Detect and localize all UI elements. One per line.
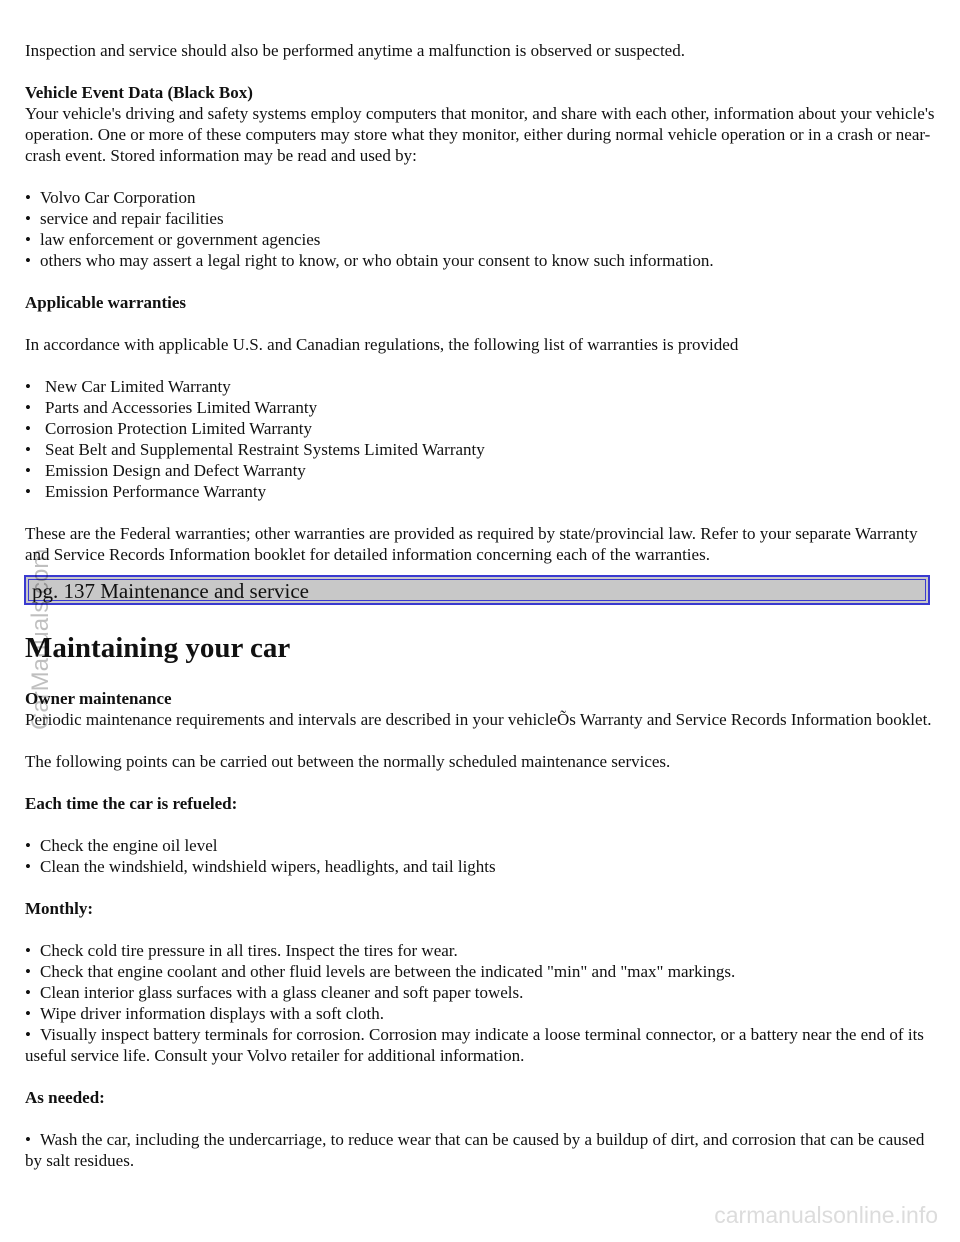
black-box-paragraph: Your vehicle's driving and safety systems employ computers that monitor, and share with each other, information about your vehicle's operation. One or more of these computers may store what they monitor, either during normal vehicle operation or in a crash or near-crash event. Stored information may be read and used by: <box>25 104 935 165</box>
list-item: • Corrosion Protection Limited Warranty <box>25 418 940 439</box>
document-section-bottom <box>25 688 940 1171</box>
warranties-footer: These are the Federal warranties; other warranties are provided as required by state/provincial law. Refer to your separate Warranty and Service Records Information booklet for detailed information concerning each of the warranties. <box>25 524 918 564</box>
warranties-paragraph: In accordance with applicable U.S. and Canadian regulations, the following list of warranties is provided <box>25 335 739 354</box>
warranties-list <box>25 376 940 502</box>
list-item: • law enforcement or government agencies <box>25 229 940 250</box>
as-needed-list <box>25 1129 940 1171</box>
refuel-heading: Each time the car is refueled: <box>25 794 238 813</box>
list-item: • Wash the car, including the undercarriage, to reduce wear that can be caused by a buildup of dirt, and corrosion that can be caused by salt residues. <box>25 1129 940 1171</box>
page-section-banner <box>24 575 930 605</box>
list-item: • Check the engine oil level <box>25 835 940 856</box>
owner-heading: Owner maintenance <box>25 689 172 708</box>
warranties-heading: Applicable warranties <box>25 293 187 312</box>
black-box-heading: Vehicle Event Data (Black Box) <box>25 83 253 102</box>
list-item: • Wipe driver information displays with a soft cloth. <box>25 1003 940 1024</box>
monthly-heading: Monthly: <box>25 899 93 918</box>
page-title: Maintaining your car <box>25 632 291 664</box>
list-item: • Volvo Car Corporation <box>25 187 940 208</box>
as-needed-heading: As needed: <box>25 1088 105 1107</box>
intro-paragraph: Inspection and service should also be performed anytime a malfunction is observed or suspected. <box>25 41 685 60</box>
list-item: • service and repair facilities <box>25 208 940 229</box>
list-item: • Clean interior glass surfaces with a glass cleaner and soft paper towels. <box>25 982 940 1003</box>
list-item: • New Car Limited Warranty <box>25 376 940 397</box>
owner-points: The following points can be carried out between the normally scheduled maintenance services. <box>25 752 671 771</box>
list-item: • Clean the windshield, windshield wipers, headlights, and tail lights <box>25 856 940 877</box>
refuel-list <box>25 835 940 877</box>
list-item: • Visually inspect battery terminals for corrosion. Corrosion may indicate a loose terminal connector, or a battery near the end of its useful service life. Consult your Volvo retailer for additional information. <box>25 1024 940 1066</box>
list-item: • Emission Performance Warranty <box>25 481 940 502</box>
footer-watermark: carmanualsonline.info <box>714 1202 938 1228</box>
owner-paragraph: Periodic maintenance requirements and intervals are described in your vehicleÕs Warranty and Service Records Information booklet. <box>25 710 932 729</box>
black-box-list <box>25 187 940 271</box>
list-item: • Check cold tire pressure in all tires. Inspect the tires for wear. <box>25 940 940 961</box>
document-section-top <box>25 40 940 565</box>
banner-text: pg. 137 Maintenance and service <box>32 579 309 603</box>
monthly-list <box>25 940 940 1066</box>
list-item: • Emission Design and Defect Warranty <box>25 460 940 481</box>
list-item: • Parts and Accessories Limited Warranty <box>25 397 940 418</box>
side-watermark: CarManuals.com <box>27 548 54 730</box>
list-item: • others who may assert a legal right to know, or who obtain your consent to know such information. <box>25 250 940 271</box>
list-item: • Seat Belt and Supplemental Restraint Systems Limited Warranty <box>25 439 940 460</box>
list-item: • Check that engine coolant and other fluid levels are between the indicated "min" and "max" markings. <box>25 961 940 982</box>
